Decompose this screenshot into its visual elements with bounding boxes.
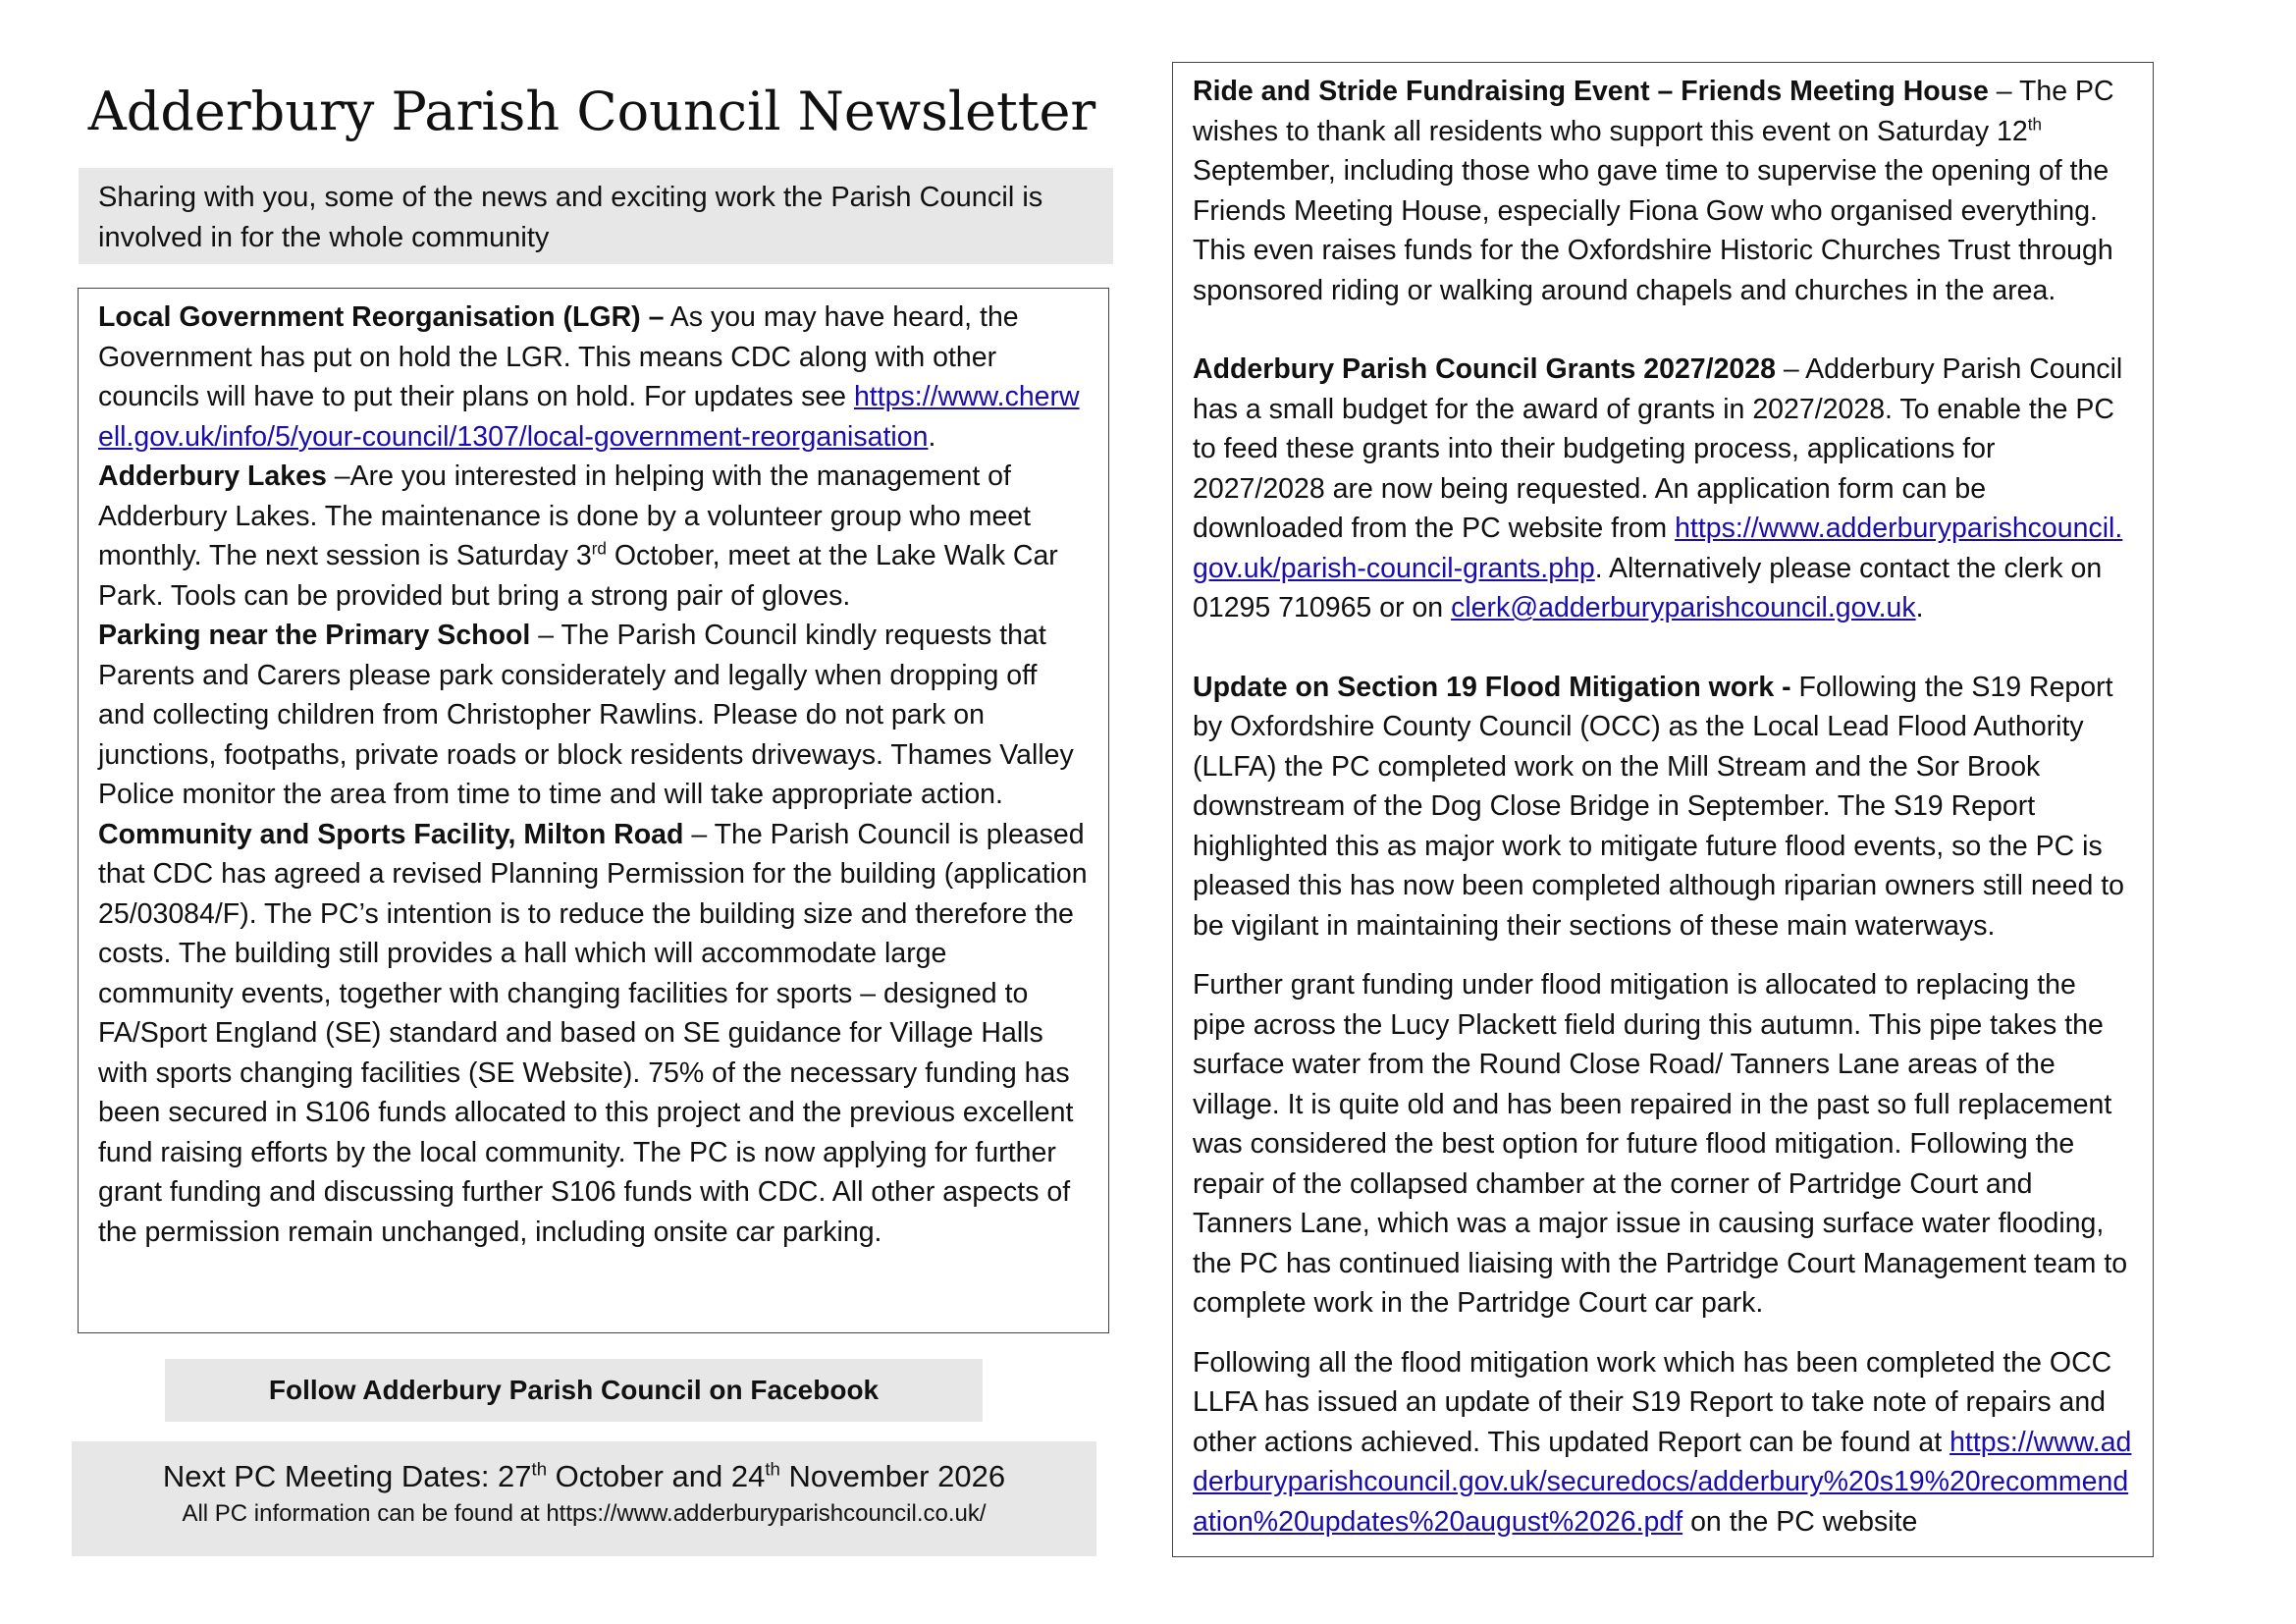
right-news-box xyxy=(1172,62,2154,1557)
meeting-dates-box xyxy=(72,1441,1096,1556)
grants-after-email: . xyxy=(1915,592,1924,623)
meeting-sup-2: th xyxy=(765,1458,780,1480)
grants-paragraph xyxy=(1193,350,2133,628)
lakes-sup: rd xyxy=(591,539,607,559)
ride-sup: th xyxy=(2027,115,2043,134)
lgr-heading: Local Government Reorganisation (LGR) – xyxy=(98,301,665,333)
community-text: – The Parish Council is pleased that CDC has agreed a revised Planning Permission for the building (application 25/03084/F). The PC’s intention is to reduce the building size and therefore the costs. The building still provides a hall which will accommodate large community events, together with changing facilities for sports – designed to FA/Sport England (SE) standard and based on SE guidance for Village Halls with sports changing facilities (SE Website). 75% of the necessary funding has been secured in S106 funds allocated to this project and the previous excellent fund raising efforts by the local community. The PC is now applying for further grant funding and discussing further S106 funds with CDC. All other aspects of the permission remain unchanged, including onsite car parking. xyxy=(98,818,1088,1248)
lakes-heading: Adderbury Lakes xyxy=(98,460,327,492)
flood-heading: Update on Section 19 Flood Mitigation work - xyxy=(1193,671,1791,703)
flood-paragraph-3 xyxy=(1193,1343,2133,1543)
lakes-text-2: October, meet at the Lake Walk Car Park. Tools can be provided but bring a strong pair of gloves. xyxy=(98,540,1058,612)
ride-text-1: – The PC wishes to thank all residents who support this event on Saturday 12 xyxy=(1193,76,2114,147)
lgr-link[interactable]: https://www.cherwell.gov.uk/info/5/your-council/1307/local-government-reorganisation xyxy=(98,381,1080,453)
lakes-paragraph xyxy=(98,457,1089,616)
lakes-text-1: –Are you interested in helping with the management of Adderbury Lakes. The maintenance is done by a volunteer group who meet monthly. The next session is Saturday 3 xyxy=(98,460,1032,571)
clerk-email-link[interactable]: clerk@adderburyparishcouncil.gov.uk xyxy=(1451,592,1916,623)
grants-text: – Adderbury Parish Council has a small budget for the award of grants in 2027/2028. To enable the PC to feed these grants into their budgeting process, applications for 2027/2028 are now being requested. An application form can be downloaded from the PC website from xyxy=(1193,353,2123,544)
ride-paragraph xyxy=(1193,72,2133,310)
left-news-box xyxy=(78,288,1109,1333)
s19-report-link[interactable]: https://www.adderburyparishcouncil.gov.uk/securedocs/adderbury%20s19%20recommendation%20updates%20august%2026.pdf xyxy=(1193,1426,2132,1538)
meeting-text-a: Next PC Meeting Dates: 27 xyxy=(162,1459,532,1493)
parking-paragraph xyxy=(98,616,1089,815)
community-paragraph xyxy=(98,815,1089,1253)
lgr-after: . xyxy=(928,420,936,453)
ride-text-2: September, including those who gave time to supervise the opening of the Friends Meeting House, especially Fiona Gow who organised everything. This even raises funds for the Oxfordshire Historic Churches Trust through sponsored riding or walking around chapels and churches in the area. xyxy=(1193,155,2113,306)
ride-heading: Ride and Stride Fundraising Event – Friends Meeting House xyxy=(1193,76,1989,107)
flood-paragraph-1 xyxy=(1193,668,2133,947)
flood-para3-text: Following all the flood mitigation work which has been completed the OCC LLFA has issued an update of their S19 Report to take note of repairs and other actions achieved. This updated Report can be found at xyxy=(1193,1346,2112,1458)
flood-para3-after: on the PC website xyxy=(1682,1505,1918,1538)
lgr-paragraph xyxy=(98,298,1089,457)
grants-heading: Adderbury Parish Council Grants 2027/2028 xyxy=(1193,353,1776,385)
grants-link[interactable]: https://www.adderburyparishcouncil.gov.uk/parish-council-grants.php xyxy=(1193,513,2123,584)
lgr-text: As you may have heard, the Government has put on hold the LGR. This means CDC along with other councils will have to put their plans on hold. For updates see xyxy=(98,301,1019,412)
facebook-banner: Follow Adderbury Parish Council on Facebook xyxy=(165,1359,983,1422)
meeting-text-c: November 2026 xyxy=(779,1459,1006,1493)
grants-after-link: . Alternatively please contact the clerk on 01295 710965 or on xyxy=(1193,552,2103,623)
flood-paragraph-2: Further grant funding under flood mitigation is allocated to replacing the pipe across the Lucy Plackett field during this autumn. This pipe takes the surface water from the Round Close Road/ Tanners Lane areas of the village. It is quite old and has been repaired in the past so full replacement was considered the best option for future flood mitigation. Following the repair of the collapsed chamber at the corner of Partridge Court and Tanners Lane, which was a major issue in causing surface water flooding, the PC has continued liaising with the Partridge Court Management team to complete work in the Partridge Court car park. xyxy=(1193,969,2128,1319)
meeting-text-b: October and 24 xyxy=(547,1459,766,1493)
pc-info-line: All PC information can be found at https://www.adderburyparishcouncil.co.uk/ xyxy=(182,1500,987,1527)
meeting-dates xyxy=(72,1457,1096,1496)
parking-heading: Parking near the Primary School xyxy=(98,620,531,651)
parking-text: – The Parish Council kindly requests that Parents and Carers please park considerately and legally when dropping off and collecting children from Christopher Rawlins. Please do not park on junctions, footpaths, private roads or block residents driveways. Thames Valley Police monitor the area from time to time and will take appropriate action. xyxy=(98,620,1074,810)
meeting-sup-1: th xyxy=(531,1458,548,1480)
newsletter-title: Adderbury Parish Council Newsletter xyxy=(87,81,1096,142)
community-heading: Community and Sports Facility, Milton Road xyxy=(98,818,684,850)
flood-text: Following the S19 Report by Oxfordshire County Council (OCC) as the Local Lead Flood Authority (LLFA) the PC completed work on the Mill Stream and the Sor Brook downstream of the Dog Close Bridge in September. The S19 Report highlighted this as major work to mitigate future flood events, so the PC is pleased this has now been completed although riparian owners still need to be vigilant in maintaining their sections of these main waterways. xyxy=(1193,671,2125,942)
intro-banner: Sharing with you, some of the news and exciting work the Parish Council is involved in for the whole community xyxy=(79,168,1113,264)
